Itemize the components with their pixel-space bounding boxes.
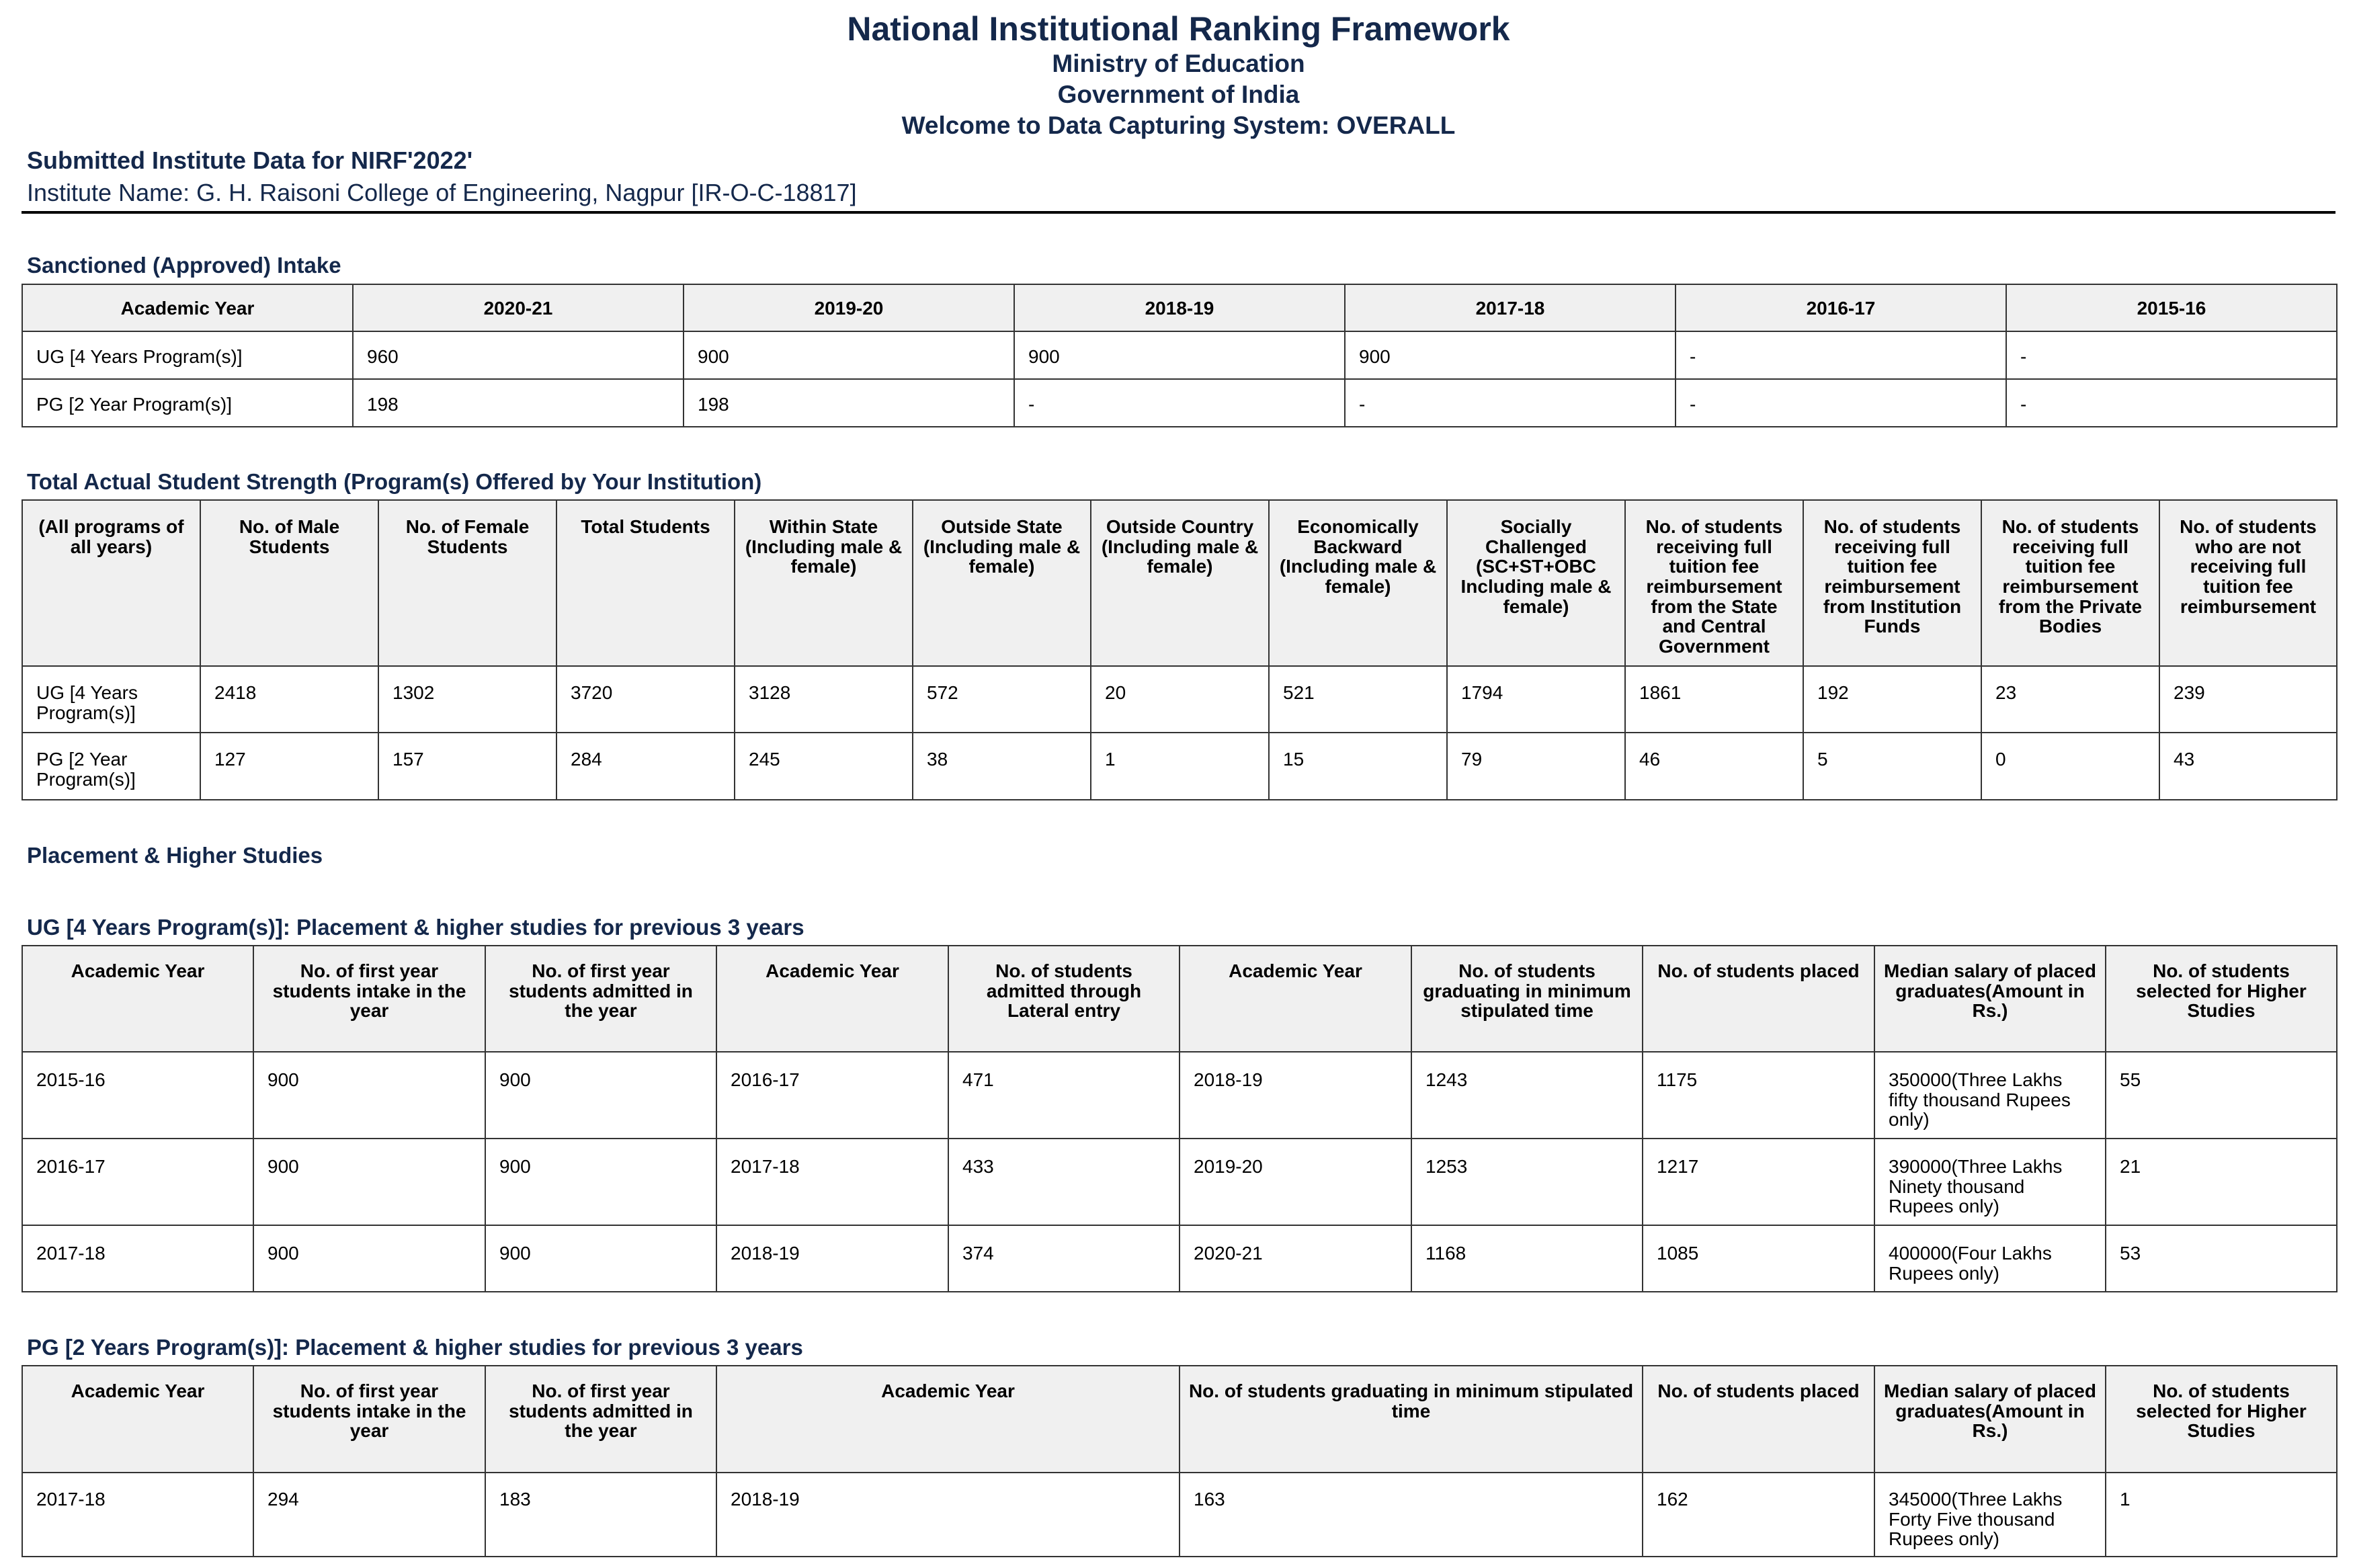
table-cell: 38 — [913, 733, 1091, 800]
table-cell: 15 — [1269, 733, 1447, 800]
table-cell: 198 — [353, 379, 684, 427]
table-cell: 294 — [253, 1473, 485, 1557]
table-cell: 374 — [948, 1225, 1180, 1292]
table-cell: 521 — [1269, 666, 1447, 733]
table-cell: 900 — [485, 1139, 716, 1225]
table-cell: 572 — [913, 666, 1091, 733]
table-cell: 900 — [485, 1052, 716, 1139]
table-cell: 183 — [485, 1473, 716, 1557]
table-cell: PG [2 Year Program(s)] — [22, 379, 353, 427]
table-cell: 2019-20 — [1180, 1139, 1411, 1225]
table-cell: 900 — [253, 1225, 485, 1292]
table-header-row — [22, 284, 2337, 331]
sanctioned-intake-table — [22, 284, 2338, 427]
column-header: Median salary of placed graduates(Amount in Rs.) — [1874, 1366, 2106, 1473]
table-cell: 245 — [735, 733, 913, 800]
table-cell: 900 — [485, 1225, 716, 1292]
table-header-row — [22, 1366, 2337, 1473]
column-header: 2017-18 — [1345, 284, 1676, 331]
table-cell: 162 — [1643, 1473, 1874, 1557]
column-header: 2020-21 — [353, 284, 684, 331]
table-row — [22, 379, 2337, 427]
table-cell: 345000(Three Lakhs Forty Five thousand Rupees only) — [1874, 1473, 2106, 1557]
column-header: No. of students selected for Higher Studies — [2106, 946, 2337, 1052]
column-header: No. of students receiving full tuition fee reimbursement from Institution Funds — [1803, 500, 1981, 666]
table-cell: 900 — [253, 1139, 485, 1225]
table-cell: 2418 — [200, 666, 378, 733]
column-header: No. of first year students intake in the year — [253, 946, 485, 1052]
table-cell: 1168 — [1411, 1225, 1643, 1292]
sanctioned-intake-title: Sanctioned (Approved) Intake — [27, 253, 341, 278]
column-header: No. of first year students intake in the year — [253, 1366, 485, 1473]
table-cell: 23 — [1981, 666, 2159, 733]
table-cell: 20 — [1091, 666, 1269, 733]
column-header: Academic Year — [1180, 946, 1411, 1052]
table-cell: 198 — [684, 379, 1014, 427]
table-cell: 400000(Four Lakhs Rupees only) — [1874, 1225, 2106, 1292]
table-cell: 2015-16 — [22, 1052, 253, 1139]
table-cell: PG [2 Year Program(s)] — [22, 733, 200, 800]
table-cell: 2017-18 — [22, 1225, 253, 1292]
table-cell: 5 — [1803, 733, 1981, 800]
table-cell: 1861 — [1625, 666, 1803, 733]
table-cell: 1794 — [1447, 666, 1625, 733]
ug-placement-table — [22, 945, 2338, 1292]
ministry-line: Ministry of Education — [1052, 50, 1305, 77]
table-cell: 157 — [378, 733, 556, 800]
table-cell: 239 — [2159, 666, 2337, 733]
table-cell: 3720 — [556, 666, 735, 733]
table-cell: - — [1676, 379, 2006, 427]
table-cell: 79 — [1447, 733, 1625, 800]
column-header: Socially Challenged (SC+ST+OBC Including male & female) — [1447, 500, 1625, 666]
table-cell: 53 — [2106, 1225, 2337, 1292]
table-cell: 163 — [1180, 1473, 1643, 1557]
table-cell: 2017-18 — [716, 1139, 948, 1225]
table-cell: 2018-19 — [716, 1225, 948, 1292]
table-row — [22, 1473, 2337, 1557]
table-cell: 2018-19 — [716, 1473, 1180, 1557]
table-cell: 1085 — [1643, 1225, 1874, 1292]
table-cell: 127 — [200, 733, 378, 800]
table-cell: 192 — [1803, 666, 1981, 733]
table-cell: 900 — [1014, 331, 1345, 379]
table-cell: 350000(Three Lakhs fifty thousand Rupees only) — [1874, 1052, 2106, 1139]
table-cell: 471 — [948, 1052, 1180, 1139]
column-header: Academic Year — [22, 284, 353, 331]
welcome-line: Welcome to Data Capturing System: OVERALL — [901, 112, 1456, 139]
column-header: No. of Male Students — [200, 500, 378, 666]
table-cell: 900 — [1345, 331, 1676, 379]
table-header-row — [22, 500, 2337, 666]
column-header: Outside State (Including male & female) — [913, 500, 1091, 666]
column-header: Outside Country (Including male & female) — [1091, 500, 1269, 666]
table-cell: 1217 — [1643, 1139, 1874, 1225]
column-header: No. of Female Students — [378, 500, 556, 666]
ug-placement-title: UG [4 Years Program(s)]: Placement & higher studies for previous 3 years — [27, 915, 804, 940]
column-header: No. of students placed — [1643, 946, 1874, 1052]
table-cell: 21 — [2106, 1139, 2337, 1225]
table-header-row — [22, 946, 2337, 1052]
table-cell: 43 — [2159, 733, 2337, 800]
table-row — [22, 1139, 2337, 1225]
pg-placement-title: PG [2 Years Program(s)]: Placement & higher studies for previous 3 years — [27, 1335, 803, 1360]
table-cell: 55 — [2106, 1052, 2337, 1139]
submitted-data-heading: Submitted Institute Data for NIRF'2022' — [27, 147, 473, 174]
column-header: Total Students — [556, 500, 735, 666]
table-cell: UG [4 Years Program(s)] — [22, 331, 353, 379]
column-header: Within State (Including male & female) — [735, 500, 913, 666]
column-header: No. of students who are not receiving full tuition fee reimbursement — [2159, 500, 2337, 666]
pg-placement-table — [22, 1365, 2338, 1557]
table-row — [22, 666, 2337, 733]
government-line: Government of India — [1057, 81, 1300, 108]
column-header: No. of students placed — [1643, 1366, 1874, 1473]
table-cell: - — [1014, 379, 1345, 427]
table-cell: 1302 — [378, 666, 556, 733]
column-header: No. of students selected for Higher Studies — [2106, 1366, 2337, 1473]
table-cell: UG [4 Years Program(s)] — [22, 666, 200, 733]
institute-name: Institute Name: G. H. Raisoni College of Engineering, Nagpur [IR-O-C-18817] — [27, 179, 857, 206]
table-cell: 2016-17 — [716, 1052, 948, 1139]
column-header: Economically Backward (Including male & female) — [1269, 500, 1447, 666]
table-cell: 900 — [684, 331, 1014, 379]
table-cell: 433 — [948, 1139, 1180, 1225]
table-cell: 3128 — [735, 666, 913, 733]
table-cell: 1 — [2106, 1473, 2337, 1557]
table-cell: 390000(Three Lakhs Ninety thousand Rupees only) — [1874, 1139, 2106, 1225]
column-header: 2016-17 — [1676, 284, 2006, 331]
column-header: Median salary of placed graduates(Amount in Rs.) — [1874, 946, 2106, 1052]
student-strength-table — [22, 499, 2338, 800]
column-header: Academic Year — [716, 1366, 1180, 1473]
table-cell: 1253 — [1411, 1139, 1643, 1225]
column-header: No. of students admitted through Lateral entry — [948, 946, 1180, 1052]
table-cell: 960 — [353, 331, 684, 379]
table-row — [22, 1225, 2337, 1292]
student-strength-title: Total Actual Student Strength (Program(s) Offered by Your Institution) — [27, 469, 762, 494]
table-cell: - — [2006, 379, 2337, 427]
column-header: No. of students receiving full tuition fee reimbursement from the State and Central Government — [1625, 500, 1803, 666]
table-cell: 2016-17 — [22, 1139, 253, 1225]
table-cell: 46 — [1625, 733, 1803, 800]
column-header: Academic Year — [716, 946, 948, 1052]
table-cell: 284 — [556, 733, 735, 800]
column-header: Academic Year — [22, 1366, 253, 1473]
table-row — [22, 1052, 2337, 1139]
placement-section-title: Placement & Higher Studies — [27, 843, 323, 868]
column-header: 2015-16 — [2006, 284, 2337, 331]
column-header: (All programs of all years) — [22, 500, 200, 666]
table-cell: 1243 — [1411, 1052, 1643, 1139]
column-header: 2018-19 — [1014, 284, 1345, 331]
table-cell: 2020-21 — [1180, 1225, 1411, 1292]
table-row — [22, 331, 2337, 379]
table-cell: 0 — [1981, 733, 2159, 800]
table-cell: - — [2006, 331, 2337, 379]
header-divider — [22, 211, 2335, 214]
table-cell: 900 — [253, 1052, 485, 1139]
page-title: National Institutional Ranking Framework — [847, 10, 1510, 48]
table-cell: 1175 — [1643, 1052, 1874, 1139]
column-header: Academic Year — [22, 946, 253, 1052]
table-cell: 1 — [1091, 733, 1269, 800]
column-header: No. of first year students admitted in the year — [485, 1366, 716, 1473]
column-header: No. of students graduating in minimum stipulated time — [1180, 1366, 1643, 1473]
column-header: 2019-20 — [684, 284, 1014, 331]
table-cell: - — [1676, 331, 2006, 379]
table-row — [22, 733, 2337, 800]
table-cell: - — [1345, 379, 1676, 427]
column-header: No. of students receiving full tuition fee reimbursement from the Private Bodies — [1981, 500, 2159, 666]
column-header: No. of first year students admitted in the year — [485, 946, 716, 1052]
table-cell: 2018-19 — [1180, 1052, 1411, 1139]
column-header: No. of students graduating in minimum stipulated time — [1411, 946, 1643, 1052]
table-cell: 2017-18 — [22, 1473, 253, 1557]
